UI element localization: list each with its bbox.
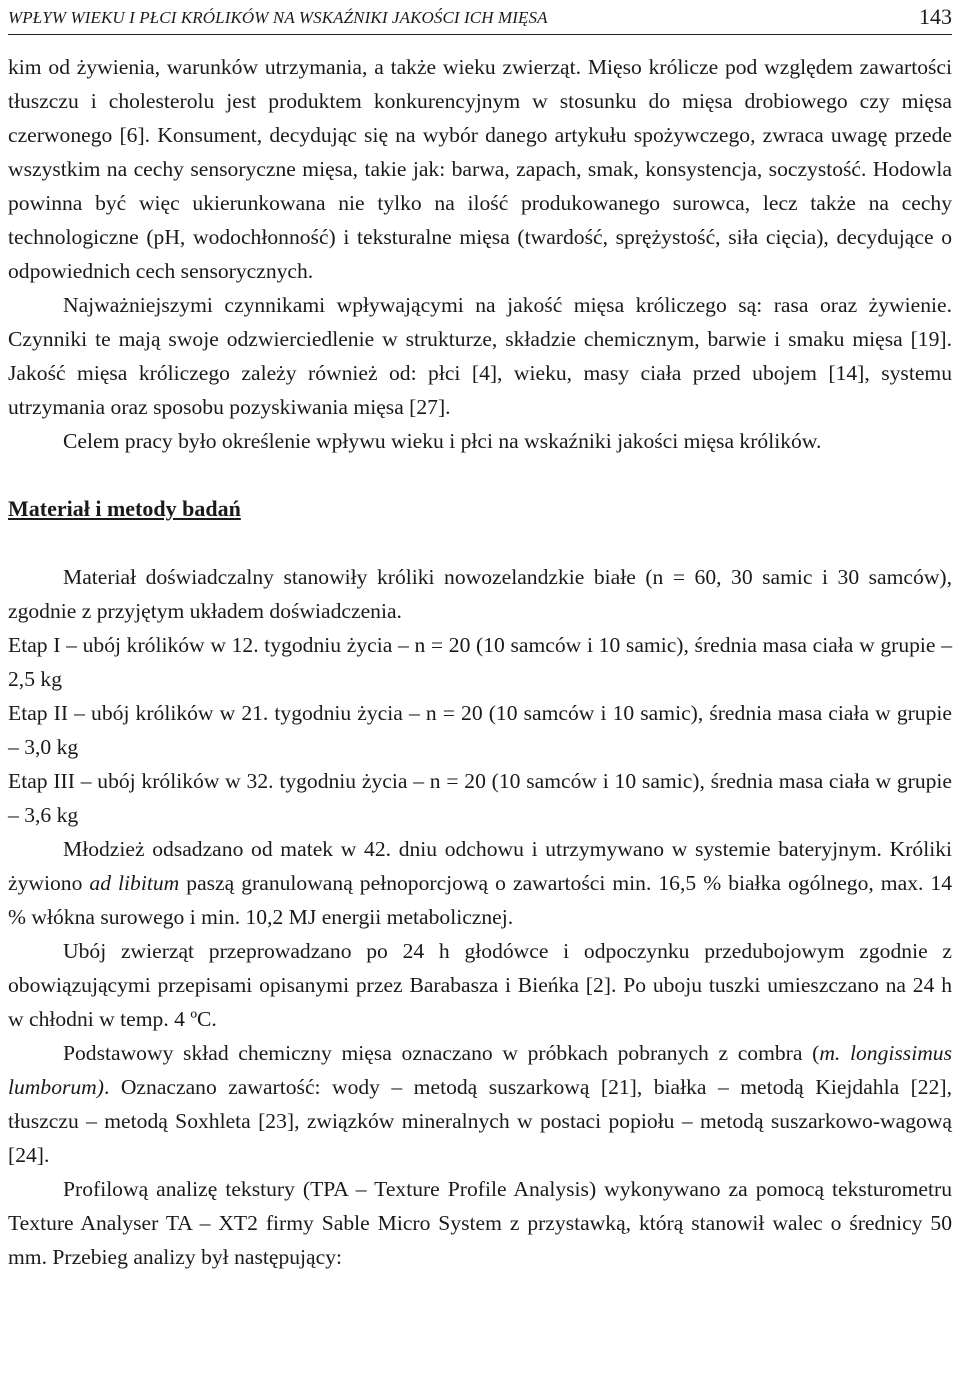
- texture-analysis-paragraph: Profilową analizę tekstury (TPA – Texture Profile Analysis) wykonywano za pomocą teksturometru Texture Analyser TA – XT2 firmy Sable Micro System z przystawką, którą stanowił walec o średnicy 50 mm. Przebieg analizy był następujący:: [8, 1177, 952, 1269]
- intro-paragraph-2: Najważniejszymi czynnikami wpływającymi na jakość mięsa króliczego są: rasa oraz żywienie. Czynniki te mają swoje odzwierciedlenie w strukturze, składzie chemicznym, barwie i smaku mięsa [19]. Jakość mięsa króliczego zależy również od: płci [4], wieku, masy ciała przed ubojem [14], systemu utrzymania oraz sposobu pozyskiwania mięsa [27].: [8, 293, 952, 419]
- page-body: [8, 50, 952, 1274]
- running-title: WPŁYW WIEKU I PŁCI KRÓLIKÓW NA WSKAŹNIKI JAKOŚCI ICH MIĘSA: [8, 8, 548, 27]
- chem-text-b: . Oznaczano zawartość: wody – metodą suszarkową [21], białka – metodą Kiejdahla [22], tłuszczu – metodą Soxhleta [23], związków mineralnych w postaci popiołu – metodą suszarkowo-wagową [24].: [8, 1075, 952, 1167]
- running-header: [8, 0, 952, 35]
- intro-paragraph-1: kim od żywienia, warunków utrzymania, a także wieku zwierząt. Mięso królicze pod względem zawartości tłuszczu i cholesterolu jest produktem konkurencyjnym w stosunku do mięsa drobiowego czy mięsa czerwonego [6]. Konsument, decydując się na wybór danego artykułu spożywczego, zwraca uwagę przede wszystkim na cechy sensoryczne mięsa, takie jak: barwa, zapach, smak, konsystencja, soczystość. Hodowla powinna być więc ukierunkowana nie tylko na ilość produkowanego surowca, lecz także na cechy technologiczne (pH, wodochłonność) i teksturalne mięsa (twardość, sprężystość, siła cięcia), decydujące o odpowiednich cech sensorycznych.: [8, 55, 952, 283]
- section-heading-methods: Materiał i metody badań: [8, 496, 241, 521]
- stage-2: Etap II – ubój królików w 21. tygodniu życia – n = 20 (10 samców i 10 samic), średnia masa ciała w grupie – 3,0 kg: [8, 701, 952, 759]
- slaughter-paragraph: Ubój zwierząt przeprowadzano po 24 h głodówce i odpoczynku przedubojowym zgodnie z obowiązującymi przepisami opisanymi przez Barabasza i Bieńka [2]. Po uboju tuszki umieszczano na 24 h w chłodni w temp. 4 ºC.: [8, 939, 952, 1031]
- rearing-text-a: Młodzież odsadzano od matek w 42. dniu odchowu i utrzymywano w systemie bateryjnym. Króliki żywiono: [8, 837, 952, 895]
- material-paragraph: Materiał doświadczalny stanowiły króliki nowozelandzkie białe (n = 60, 30 samic i 30 samców), zgodnie z przyjętym układem doświadczenia.: [8, 565, 952, 623]
- page-number: 143: [919, 4, 952, 29]
- aim-paragraph: Celem pracy było określenie wpływu wieku i płci na wskaźniki jakości mięsa królików.: [63, 429, 822, 453]
- chemical-composition-paragraph: [8, 1036, 952, 1172]
- ad-libitum-term: ad libitum: [89, 871, 180, 895]
- chem-text-a: Podstawowy skład chemiczny mięsa oznaczano w próbkach pobranych z combra (: [63, 1041, 820, 1065]
- rearing-text-b: paszą granulowaną pełnoporcjową o zawartości min. 16,5 % białka ogólnego, max. 14 % włókna surowego i min. 10,2 MJ energii metabolicznej.: [8, 871, 953, 929]
- rearing-paragraph: [8, 832, 952, 934]
- stage-3: Etap III – ubój królików w 32. tygodniu życia – n = 20 (10 samców i 10 samic), średnia masa ciała w grupie – 3,6 kg: [8, 769, 952, 827]
- stage-1: Etap I – ubój królików w 12. tygodniu życia – n = 20 (10 samców i 10 samic), średnia masa ciała w grupie – 2,5 kg: [8, 633, 952, 691]
- muscle-name: m. longissimus lumborum): [8, 1041, 952, 1099]
